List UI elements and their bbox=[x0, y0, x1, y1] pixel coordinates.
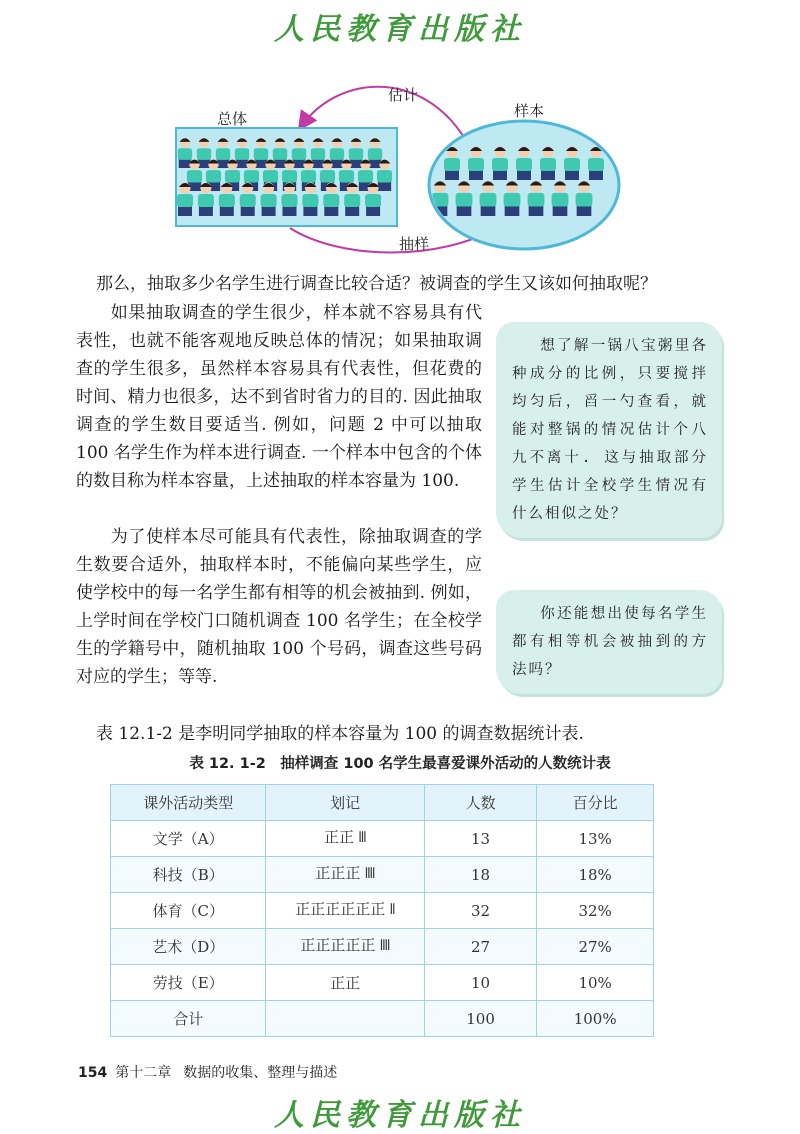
think-bubble-porridge: 想了解一锅八宝粥里各种成分的比例，只要搅拌均匀后，舀一勺查看，就能对整锅的情况估计个八九不离十. 这与抽取部分学生估计全校学生情况有什么相似之处？ bbox=[496, 322, 722, 538]
cell-count: 13 bbox=[424, 821, 536, 857]
column-header-count: 人数 bbox=[424, 785, 536, 821]
cell-percent: 27% bbox=[537, 929, 654, 965]
publisher-logo-bottom: 人民教育出版社 bbox=[274, 1098, 526, 1133]
sampling-label: 抽样 bbox=[399, 235, 430, 253]
sample-label: 样本 bbox=[514, 102, 545, 120]
column-header-percent: 百分比 bbox=[537, 785, 654, 821]
cell-count: 100 bbox=[424, 1001, 536, 1037]
table-title: 表 12. 1-2 抽样调查 100 名学生最喜爱课外活动的人数统计表 bbox=[189, 756, 611, 772]
population-image bbox=[176, 128, 397, 226]
cell-tally bbox=[266, 1001, 424, 1037]
column-header-type: 课外活动类型 bbox=[111, 785, 266, 821]
cell-percent: 32% bbox=[537, 893, 654, 929]
cell-count: 32 bbox=[424, 893, 536, 929]
cell-tally: 正正正正正正 𝍪 bbox=[266, 893, 424, 929]
cell-percent: 13% bbox=[537, 821, 654, 857]
table-total-row bbox=[111, 1001, 654, 1037]
chapter-number: 第十二章 bbox=[115, 1065, 172, 1081]
cell-percent: 100% bbox=[537, 1001, 654, 1037]
cell-count: 27 bbox=[424, 929, 536, 965]
paragraph-table-intro: 表 12.1-2 是李明同学抽取的样本容量为 100 的调查数据统计表. bbox=[96, 724, 584, 744]
sampling-diagram bbox=[0, 0, 800, 270]
table-row bbox=[111, 929, 654, 965]
cell-percent: 10% bbox=[537, 965, 654, 1001]
page-footer bbox=[78, 1062, 337, 1082]
population-label: 总体 bbox=[217, 110, 248, 128]
cell-type: 科技（B） bbox=[111, 857, 266, 893]
activity-statistics-table bbox=[110, 784, 654, 1037]
cell-type: 体育（C） bbox=[111, 893, 266, 929]
cell-type: 劳技（E） bbox=[111, 965, 266, 1001]
cell-tally: 正正 bbox=[266, 965, 424, 1001]
sample-image bbox=[429, 121, 619, 249]
table-header-row bbox=[111, 785, 654, 821]
question-text: 那么，抽取多少名学生进行调查比较合适？被调查的学生又该如何抽取呢？ bbox=[96, 274, 657, 294]
page-number: 154 bbox=[78, 1065, 108, 1081]
cell-tally: 正正正正正 𝍬 bbox=[266, 929, 424, 965]
cell-count: 18 bbox=[424, 857, 536, 893]
table-row bbox=[111, 965, 654, 1001]
cell-tally: 正正正 𝍬 bbox=[266, 857, 424, 893]
think-bubble-equal-chance: 你还能想出使每名学生都有相等机会被抽到的方法吗？ bbox=[496, 590, 722, 694]
column-header-tally: 划记 bbox=[266, 785, 424, 821]
table-row bbox=[111, 893, 654, 929]
table-row bbox=[111, 857, 654, 893]
chapter-title: 数据的收集、整理与描述 bbox=[183, 1065, 338, 1081]
cell-type: 文学（A） bbox=[111, 821, 266, 857]
estimate-label: 估计 bbox=[388, 86, 419, 104]
cell-type: 艺术（D） bbox=[111, 929, 266, 965]
paragraph-sample-size: 如果抽取调查的学生很少，样本就不容易具有代表性，也就不能客观地反映总体的情况；如果抽取调查的学生很多，虽然样本容易具有代表性，但花费的时间、精力也很多，达不到省时省力的目的. 因此抽取调查的学生数目要适当. 例如，问题 2 中可以抽取 100 名学生作为样本进行调查. 一个样本中包含的个体的数目称为样本容量，上述抽取的样本容量为 100. bbox=[76, 303, 482, 491]
cell-tally: 正正 𝍫 bbox=[266, 821, 424, 857]
table-row bbox=[111, 821, 654, 857]
cell-percent: 18% bbox=[537, 857, 654, 893]
cell-count: 10 bbox=[424, 965, 536, 1001]
publisher-logo-top: 人民教育出版社 bbox=[274, 12, 526, 47]
paragraph-representative: 为了使样本尽可能具有代表性，除抽取调查的学生数要合适外，抽取样本时，不能偏向某些学生，应使学校中的每一名学生都有相等的机会被抽到. 例如，上学时间在学校门口随机调查 100 名学生；在全校学生的学籍号中，随机抽取 100 个号码，调查这些号码对应的学生；等等. bbox=[76, 527, 482, 687]
cell-type: 合计 bbox=[111, 1001, 266, 1037]
